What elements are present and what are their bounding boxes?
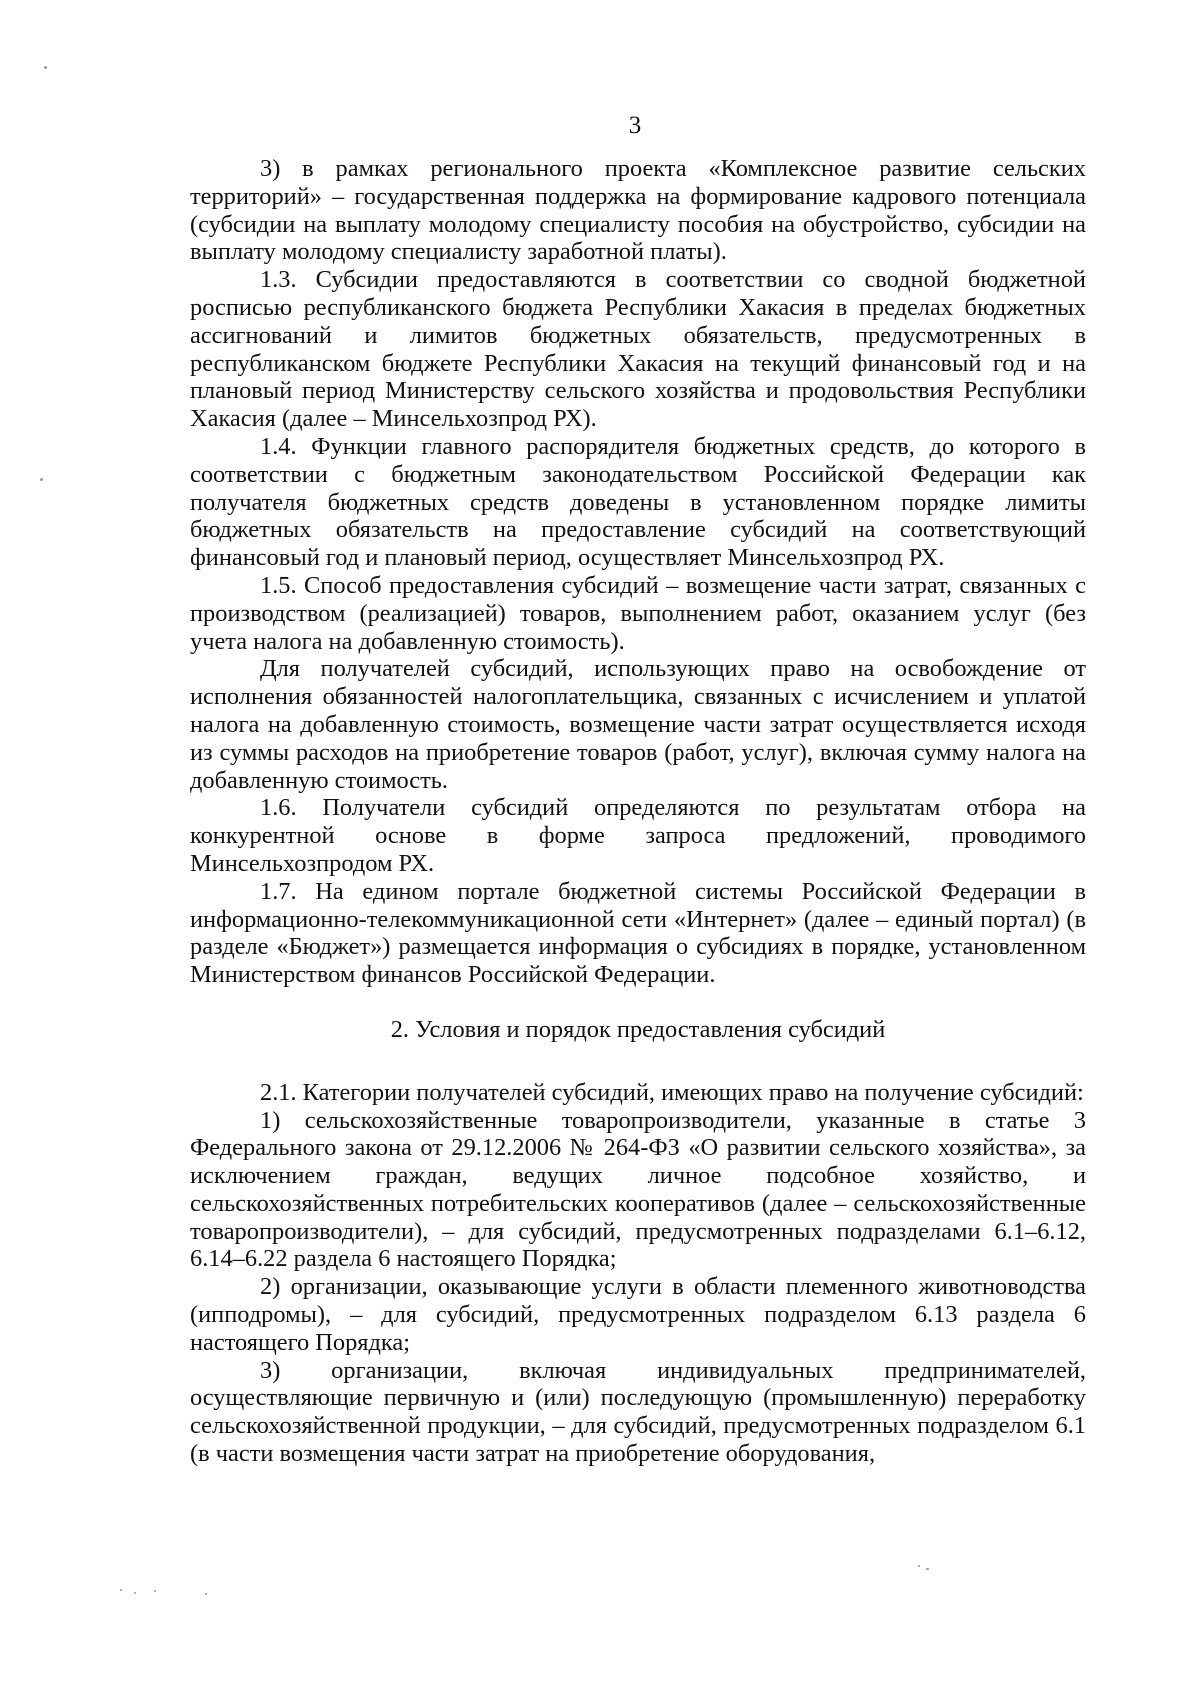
page-number: 3 bbox=[628, 112, 642, 139]
paragraph-1-6: 1.6. Получатели субсидий определяются по результатам отбора на конкурентной основе в форме запроса предложений, проводимого Минсельхозпродом РХ. bbox=[190, 794, 1086, 877]
paragraph-1-3: 1.3. Субсидии предоставляются в соответствии со сводной бюджетной росписью республиканского бюджета Республики Хакасия в пределах бюджетных ассигнований и лимитов бюджетных обязательств, предусмотренных в республиканском бюджете Республики Хакасия на текущий финансовый год и на плановый период Министерству сельского хозяйства и продовольствия Республики Хакасия (далее – Минсельхозпрод РХ). bbox=[190, 266, 1086, 433]
document-body bbox=[190, 155, 1086, 1468]
scan-speck bbox=[205, 1593, 207, 1595]
paragraph-vat-exemption: Для получателей субсидий, использующих право на освобождение от исполнения обязанностей налогоплательщика, связанных с исчислением и уплатой налога на добавленную стоимость, возмещение части затрат осуществляется исходя из суммы расходов на приобретение товаров (работ, услуг), включая сумму налога на добавленную стоимость. bbox=[190, 655, 1086, 794]
scan-speck bbox=[134, 1592, 136, 1594]
scan-speck bbox=[40, 478, 43, 481]
section-heading: 2. Условия и порядок предоставления субсидий bbox=[390, 1015, 886, 1043]
paragraph-category-1: 1) сельскохозяйственные товаропроизводители, указанные в статье 3 Федерального закона от 29.12.2006 № 264-ФЗ «О развитии сельского хозяйства», за исключением граждан, ведущих личное подсобное хозяйство, и сельскохозяйственных потребительских кооперативов (далее – сельскохозяйственные товаропроизводители), – для субсидий, предусмотренных подразделами 6.1–6.12, 6.14–6.22 раздела 6 настоящего Порядка; bbox=[190, 1106, 1086, 1273]
scan-speck bbox=[154, 1590, 156, 1592]
scan-speck bbox=[120, 1589, 122, 1591]
paragraph-1-5: 1.5. Способ предоставления субсидий – возмещение части затрат, связанных с производством (реализацией) товаров, выполнением работ, оказанием услуг (без учета налога на добавленную стоимость). bbox=[190, 571, 1086, 655]
scan-speck bbox=[926, 1568, 929, 1570]
scan-speck bbox=[918, 1565, 920, 1567]
paragraph-category-3: 3) организации, включая индивидуальных предпринимателей, осуществляющие первичную и (или) последующую (промышленную) переработку сельскохозяйственной продукции, – для субсидий, предусмотренных подразделом 6.1 (в части возмещения части затрат на приобретение оборудования, bbox=[190, 1356, 1086, 1468]
paragraph-subsidy-item-3: 3) в рамках регионального проекта «Комплексное развитие сельских территорий» – государственная поддержка на формирование кадрового потенциала (субсидии на выплату молодому специалисту пособия на обустройство, субсидии на выплату молодому специалисту заработной платы). bbox=[190, 155, 1086, 266]
paragraph-1-7: 1.7. На едином портале бюджетной системы Российской Федерации в информационно-телекоммуникационной сети «Интернет» (далее – единый портал) (в разделе «Бюджет») размещается информация о субсидиях в порядке, установленном Министерством финансов Российской Федерации. bbox=[190, 877, 1086, 989]
scan-speck bbox=[44, 66, 47, 69]
paragraph-2-1: 2.1. Категории получателей субсидий, имеющих право на получение субсидий: bbox=[260, 1078, 1084, 1106]
paragraph-category-2: 2) организации, оказывающие услуги в области племенного животноводства (ипподромы), – для субсидий, предусмотренных подразделом 6.13 раздела 6 настоящего Порядка; bbox=[190, 1273, 1086, 1356]
paragraph-1-4: 1.4. Функции главного распорядителя бюджетных средств, до которого в соответствии с бюджетным законодательством Российской Федерации как получателя бюджетных средств доведены в установленном порядке лимиты бюджетных обязательств на предоставление субсидий на соответствующий финансовый год и плановый период, осуществляет Минсельхозпрод РХ. bbox=[190, 432, 1086, 572]
